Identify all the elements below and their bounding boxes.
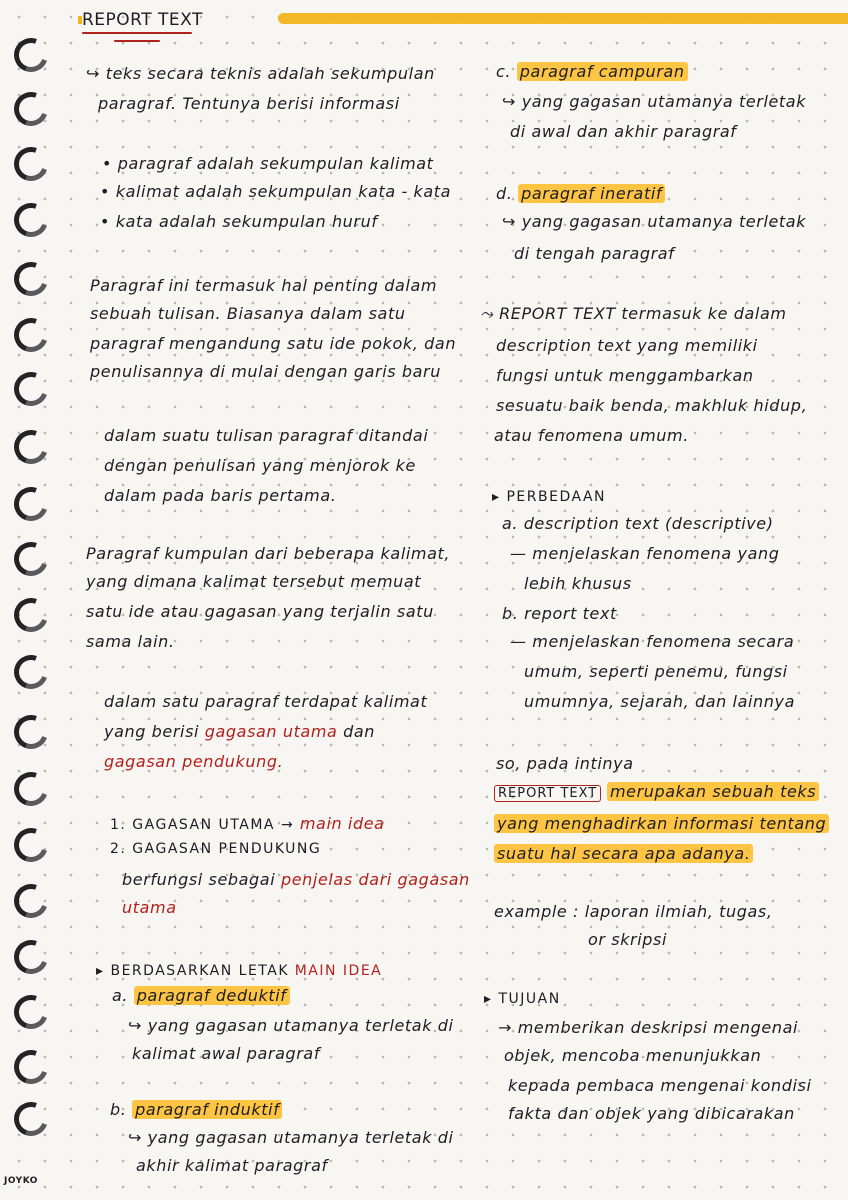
- summary-line: [494, 816, 829, 832]
- sub-item-title: [496, 186, 665, 202]
- spiral-ring: [8, 32, 53, 77]
- spiral-ring: [8, 141, 53, 186]
- red-term: gagasan pendukung.: [104, 752, 284, 771]
- paragraph-line: atau fenomena umum.: [494, 426, 689, 445]
- text-span: berfungsi sebagai: [122, 870, 276, 889]
- item-label: b.: [110, 1100, 127, 1119]
- paragraph-line: Paragraf kumpulan dari beberapa kalimat,: [86, 544, 451, 563]
- sub-item-title: [110, 1102, 282, 1118]
- spiral-ring: [8, 1044, 53, 1089]
- paragraph-line: sebuah tulisan. Biasanya dalam satu: [90, 304, 406, 323]
- paragraph-line: a. description text (descriptive): [502, 514, 774, 533]
- spiral-ring: [8, 197, 53, 242]
- red-term: gagasan utama: [204, 722, 338, 741]
- spiral-ring: [8, 766, 53, 811]
- paragraph-line: fungsi untuk menggambarkan: [496, 366, 754, 385]
- paragraph-line: → memberikan deskripsi mengenai: [498, 1018, 799, 1037]
- paragraph-line: [122, 872, 470, 888]
- highlighted-term: yang menghadirkan informasi tentang: [494, 814, 829, 833]
- spiral-ring: [8, 424, 53, 469]
- spiral-ring: [8, 989, 53, 1034]
- spiral-ring: [8, 649, 53, 694]
- paragraph-line: [104, 724, 375, 740]
- section-heading: ▸ PERBEDAAN: [492, 489, 606, 505]
- paragraph-line: — menjelaskan fenomena secara: [510, 632, 795, 651]
- paragraph-line: b. report text: [502, 604, 617, 623]
- highlighted-term: paragraf ineratif: [518, 184, 665, 203]
- caps-label: ▸ BERDASARKAN LETAK: [96, 963, 290, 979]
- paragraph-line: umum, seperti penemu, fungsi: [524, 662, 788, 681]
- highlighted-term: suatu hal secara apa adanya.: [494, 844, 753, 863]
- highlighted-term: paragraf induktif: [132, 1100, 282, 1119]
- paragraph-line: objek, mencoba menunjukkan: [504, 1046, 762, 1065]
- numbered-item: [110, 816, 385, 832]
- text-span: dan: [343, 722, 376, 741]
- highlighted-term: paragraf campuran: [517, 62, 688, 81]
- paragraph-line: ⤳ REPORT TEXT termasuk ke dalam: [480, 304, 787, 323]
- bullet-item: • kalimat adalah sekumpulan kata - kata: [100, 182, 452, 201]
- spiral-ring: [8, 878, 53, 923]
- paragraph-line: paragraf mengandung satu ide pokok, dan: [90, 334, 457, 353]
- paragraph-line: ↪ yang gagasan utamanya terletak di: [128, 1016, 454, 1035]
- paragraph-line: Paragraf ini termasuk hal penting dalam: [90, 276, 438, 295]
- paragraph-line: dengan penulisan yang menjorok ke: [104, 456, 416, 475]
- item-label: d.: [496, 184, 513, 203]
- paragraph-line: ↪ yang gagasan utamanya terletak: [502, 92, 807, 111]
- paragraph-line: di awal dan akhir paragraf: [510, 122, 737, 141]
- section-heading: [96, 962, 382, 978]
- spiral-ring: [8, 536, 53, 581]
- title-underline-short: [114, 40, 160, 42]
- paragraph-line: kalimat awal paragraf: [132, 1044, 321, 1063]
- paragraph-line: dalam suatu tulisan paragraf ditandai: [104, 426, 429, 445]
- highlighted-term: paragraf deduktif: [134, 986, 290, 1005]
- paragraph-line: or skripsi: [588, 930, 668, 949]
- spiral-ring: [8, 366, 53, 411]
- red-term: utama: [122, 898, 177, 917]
- item-label: c.: [496, 62, 512, 81]
- intro-line: paragraf. Tentunya berisi informasi: [98, 94, 400, 113]
- highlighted-term: merupakan sebuah teks: [607, 782, 819, 801]
- paragraph-line: example : laporan ilmiah, tugas,: [494, 902, 773, 921]
- title-underline: [82, 32, 192, 34]
- spiral-ring: [8, 934, 53, 979]
- section-heading: ▸ TUJUAN: [484, 991, 561, 1007]
- paragraph-line: penulisannya di mulai dengan garis baru: [90, 362, 441, 381]
- spiral-ring: [8, 709, 53, 754]
- red-term: MAIN IDEA: [294, 963, 383, 979]
- paragraph-line: ↪ yang gagasan utamanya terletak di: [128, 1128, 454, 1147]
- paragraph-line: dalam satu paragraf terdapat kalimat: [104, 692, 428, 711]
- intro-line: ↪ teks secara teknis adalah sekumpulan: [86, 64, 435, 83]
- bullet-item: • kata adalah sekumpulan huruf: [100, 212, 378, 231]
- spiral-ring: [8, 312, 53, 357]
- boxed-term: REPORT TEXT: [494, 785, 601, 802]
- paragraph-line: ↪ yang gagasan utamanya terletak: [502, 212, 807, 231]
- paragraph-line: description text yang memiliki: [496, 336, 758, 355]
- sub-item-title: [112, 988, 290, 1004]
- paragraph-line: dalam pada baris pertama.: [104, 486, 337, 505]
- spiral-ring: [8, 822, 53, 867]
- title-marker-bar: [278, 13, 848, 24]
- spiral-ring: [8, 86, 53, 131]
- item-label: a.: [112, 986, 129, 1005]
- red-term: main idea: [299, 814, 385, 833]
- numbered-item: 2. GAGASAN PENDUKUNG: [110, 841, 322, 857]
- paragraph-line: di tengah paragraf: [514, 244, 675, 263]
- paragraph-line: umumnya, sejarah, dan lainnya: [524, 692, 796, 711]
- bullet-item: • paragraf adalah sekumpulan kalimat: [102, 154, 434, 173]
- paragraph-line: satu ide atau gagasan yang terjalin satu: [86, 602, 434, 621]
- paragraph-line: so, pada intinya: [496, 754, 634, 773]
- spiral-binding: [0, 0, 74, 1200]
- brand-logo: JOYKO: [4, 1176, 38, 1186]
- paragraph-line: akhir kalimat paragraf: [136, 1156, 328, 1175]
- spiral-ring: [8, 592, 53, 637]
- paragraph-line: sesuatu baik benda, makhluk hidup,: [496, 396, 808, 415]
- paragraph-line: fakta dan objek yang dibicarakan: [508, 1104, 795, 1123]
- spiral-ring: [8, 1096, 53, 1141]
- spiral-ring: [8, 481, 53, 526]
- title-text: REPORT TEXT: [82, 10, 203, 30]
- sub-item-title: [496, 64, 688, 80]
- spiral-ring: [8, 256, 53, 301]
- summary-line: [494, 784, 819, 800]
- summary-line: [494, 846, 753, 862]
- red-term: penjelas dari gagasan: [280, 870, 470, 889]
- paragraph-line: sama lain.: [86, 632, 175, 651]
- paragraph-line: kepada pembaca mengenai kondisi: [508, 1076, 812, 1095]
- paragraph-line: yang dimana kalimat tersebut memuat: [86, 572, 422, 591]
- paragraph-line: lebih khusus: [524, 574, 632, 593]
- text-span: yang berisi: [104, 722, 200, 741]
- paragraph-line: — menjelaskan fenomena yang: [510, 544, 780, 563]
- caps-label: 1. GAGASAN UTAMA →: [110, 817, 295, 833]
